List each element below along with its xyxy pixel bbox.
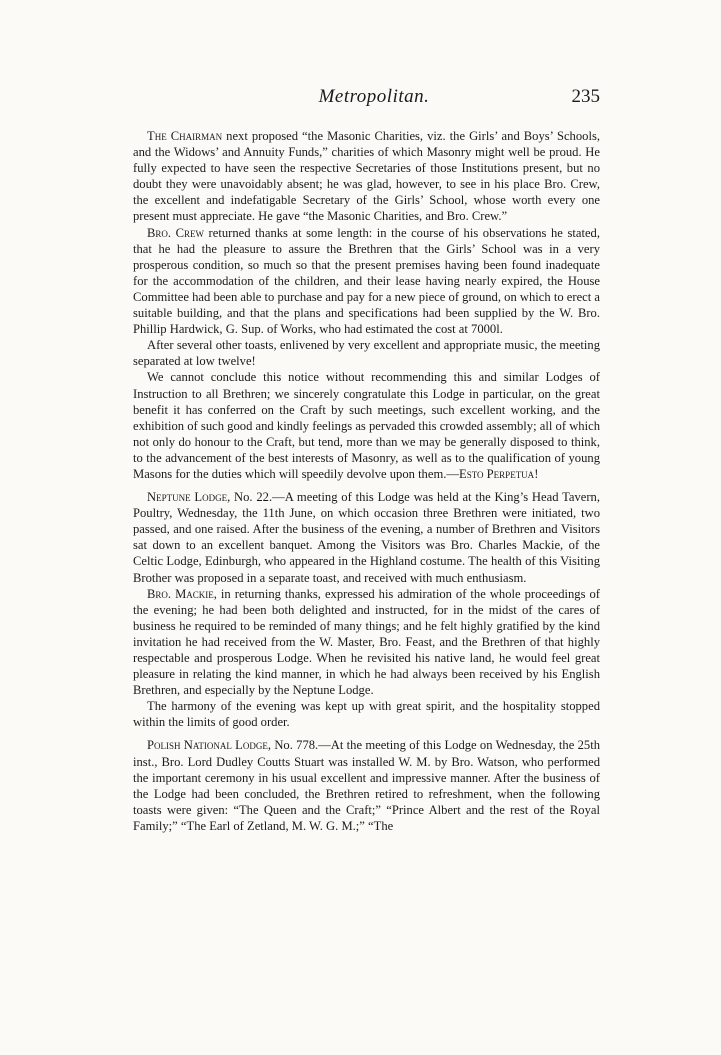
speaker-name: Bro. Crew — [147, 225, 204, 240]
paragraph-crew-reply — [133, 225, 600, 338]
paragraph-harmony — [133, 698, 600, 730]
lodge-name: Neptune Lodge — [147, 490, 228, 505]
lodge-name: Polish National Lodge — [147, 738, 268, 753]
paragraph-mackie-reply — [133, 586, 600, 699]
paragraph-text: returned thanks at some length: in the course of his observations he stated, that he had the pleasure to assure the Brethren that the Girls’ School was in a very prosperous condition, so much so that the present premises having been found inadequate for the accommodation of the children, and their lease having nearly expired, the House Committee had been able to purchase and pay for a new piece of ground, on which to erect a suitable building, and that the plans and specifications had been supplied by the W. Bro. Phillip Hardwick, G. Sup. of Works, who had estimated the cost at 7000l. — [133, 225, 600, 337]
paragraph-polish-lodge — [133, 737, 600, 834]
speaker-name: The Chairman — [147, 129, 223, 143]
running-title: Metropolitan. — [318, 86, 430, 107]
paragraph-toasts — [133, 337, 600, 369]
page-header — [148, 86, 600, 112]
page-number: 235 — [571, 86, 600, 107]
paragraph-text: , in returning thanks, expressed his admiration of the whole proceedings of the evening; he had been both delighted and instructed, for in the midst of the cares of business he required to be reminded of many things; and he felt highly gratified by the kind invitation he had received from the W. Master, Bro. Feast, and the Brethren of that highly respectable and prosperous Lodge. When he revisited his native land, he would feel great pleasure in relating the kind manner, in which he had always been received by his English Brethren, and especially by the Neptune Lodge. — [133, 586, 600, 698]
article-body — [133, 128, 600, 834]
paragraph-recommendation — [133, 369, 600, 482]
paragraph-text: next proposed “the Masonic Charities, viz. the Girls’ and Boys’ Schools, and the Widows’ and Annuity Funds,” charities of which Masonry might well be proud. He fully expected to have seen the respective Secretaries of those Institutions present, but no doubt they were unavoidably absent; he was glad, however, to see in his place Bro. Crew, the excellent and indefatigable Secretary of the Girls’ School, whose worth every one present must appreciate. He gave “the Masonic Charities, and Bro. Crew.” — [133, 129, 600, 224]
paragraph-text: , No. 778.—At the meeting of this Lodge on Wednesday, the 25th inst., Bro. Lord Dudley Coutts Stuart was installed W. M. by Bro. Watson, who performed the important ceremony in his usual excellent and impressive manner. After the business of the Lodge had been concluded, the Brethren retired to refreshment, when the following toasts were given: “The Queen and the Craft;” “Prince Albert and the rest of the Royal Family;” “The Earl of Zetland, M. W. G. M.;” “The — [133, 738, 601, 833]
paragraph-text: The harmony of the evening was kept up with great spirit, and the hospitality stopped within the limits of good order. — [133, 699, 600, 730]
paragraph-text: After several other toasts, enlivened by very excellent and appropriate music, the meeting separated at low twelve! — [133, 338, 600, 369]
motto: Esto Perpetua — [459, 466, 535, 481]
paragraph-text: We cannot conclude this notice without recommending this and similar Lodges of Instruction to all Brethren; we sincerely congratulate this Lodge in particular, on the great benefit it has conferred on the Craft by such meetings, such excellent working, and the exhibition of such good and kindly feelings as pervaded this crowded assembly; all of which not only do honour to the Craft, but tend, more than we may be generally disposed to think, to the advancement of the best interests of Masonry, as well as to the qualification of young Masons for the duties which will speedily devolve upon them.— — [133, 370, 600, 481]
motto-punctuation: ! — [534, 466, 539, 481]
paragraph-chairman-toast — [133, 128, 600, 225]
paragraph-text: , No. 22.—A meeting of this Lodge was held at the King’s Head Tavern, Poultry, Wednesday, the 11th June, on which occasion three Brethren were initiated, two passed, and one raised. After the business of the evening, a number of Brethren and Visitors sat down to an excellent banquet. Among the Visitors was Bro. Charles Mackie, of the Celtic Lodge, Edinburgh, who appeared in the Highland costume. The health of this Visiting Brother was proposed in a separate toast, and received with much enthusiasm. — [133, 490, 600, 585]
speaker-name: Bro. Mackie — [147, 586, 214, 601]
paragraph-neptune-lodge — [133, 489, 600, 586]
